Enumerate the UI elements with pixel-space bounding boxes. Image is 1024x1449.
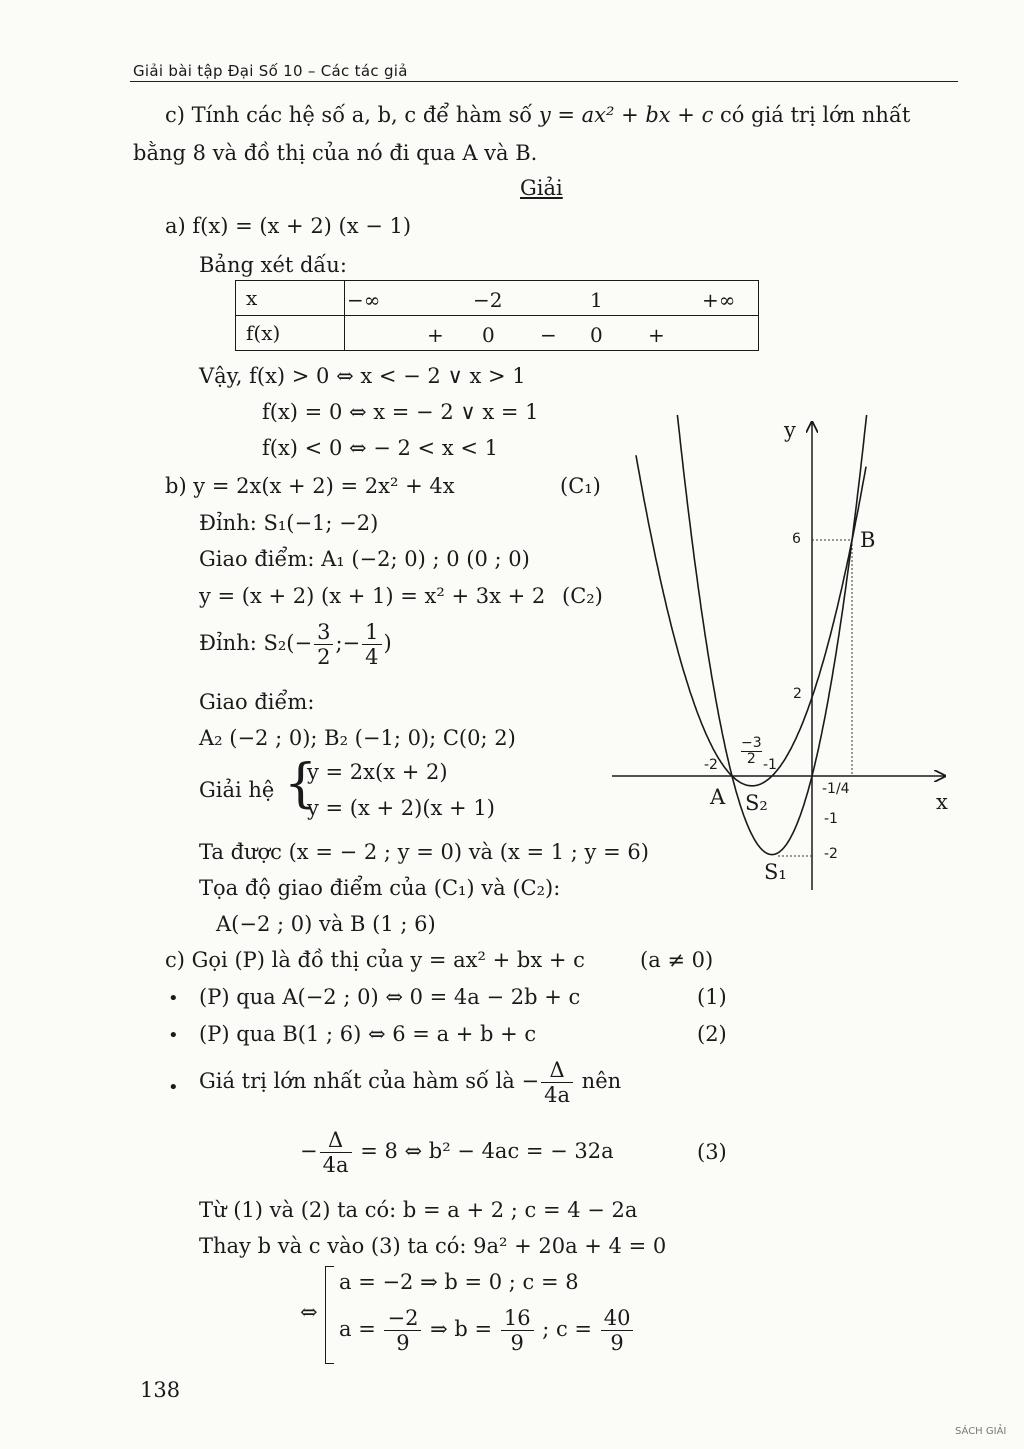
- solution-1: a = −2 ⇒ b = 0 ; c = 8: [339, 1270, 579, 1294]
- y-axis-label: y: [784, 418, 796, 442]
- part-b-eq2: y = (x + 2) (x + 1) = x² + 3x + 2: [199, 584, 546, 608]
- c2-label: (C₂): [562, 584, 603, 608]
- bullet-2: (P) qua B(1 ; 6) ⇔ 6 = a + b + c: [199, 1022, 537, 1046]
- point-b-label: B: [860, 528, 876, 552]
- conclusion-3: f(x) < 0 ⇔ − 2 < x < 1: [262, 436, 498, 460]
- intersections-1: Giao điểm: A₁ (−2; 0) ; 0 (0 ; 0): [199, 547, 530, 571]
- system-label: Giải hệ: [199, 778, 275, 802]
- running-header: Giải bài tập Đại Số 10 – Các tác giả: [133, 62, 408, 80]
- bullet-icon: •: [168, 1025, 179, 1046]
- parabola-graph: [600, 415, 960, 905]
- vertex-1: Đỉnh: S₁(−1; −2): [199, 511, 379, 535]
- vertex-s2-label: S₂: [745, 791, 768, 815]
- bullet-icon: •: [168, 1077, 179, 1098]
- conclusion-1: Vậy, f(x) > 0 ⇔ x < − 2 ∨ x > 1: [199, 364, 526, 388]
- eq-number-3: (3): [697, 1140, 727, 1164]
- tick-2: 2: [793, 686, 802, 702]
- part-a-function: a) f(x) = (x + 2) (x − 1): [165, 214, 412, 238]
- equation-3: − $\frac{\Delta}{4a}$ = 8 ⇔ b² − 4ac = − 32a: [300, 1128, 614, 1178]
- table-row: [236, 316, 759, 351]
- table-row: [236, 281, 759, 316]
- bullet-3: Giá trị lớn nhất của hàm số là − $\frac{\Delta}{4a}$ nên: [199, 1058, 622, 1108]
- solution-2: a = $\frac{-2}{9}$ ⇒ b = $\frac{16}{9}$ ; c = $\frac{40}{9}$: [339, 1306, 635, 1355]
- system-eq1: y = 2x(x + 2): [307, 760, 448, 784]
- system-eq2: y = (x + 2)(x + 1): [307, 796, 495, 820]
- tick-y-minus-1: -1: [824, 811, 838, 827]
- table-cell: x: [236, 281, 345, 316]
- table-cell: f(x): [236, 316, 345, 351]
- equivalence-icon: ⇔: [300, 1300, 318, 1324]
- sign-table: [235, 280, 759, 351]
- intersections-2-title: Giao điểm:: [199, 690, 315, 714]
- table-cell: + 0 − 0 +: [345, 316, 759, 351]
- eq-number-2: (2): [697, 1022, 727, 1046]
- vertex-s1-label: S₁: [764, 860, 787, 884]
- point-a-label: A: [710, 785, 726, 809]
- tick-minus-3-2: −3 2: [741, 735, 762, 768]
- problem-line-2: bằng 8 và đồ thị của nó đi qua A và B.: [133, 141, 538, 165]
- tick-minus-2: -2: [704, 757, 718, 773]
- bullet-1: (P) qua A(−2 ; 0) ⇔ 0 = 4a − 2b + c: [199, 985, 581, 1009]
- vertex-2: Đỉnh: S₂(− $\frac{3}{2}$ ;− $\frac{1}{4}$ ): [199, 620, 392, 670]
- conclusion-2: f(x) = 0 ⇔ x = − 2 ∨ x = 1: [262, 400, 539, 424]
- table-cell: −∞ −2 1 +∞: [345, 281, 759, 316]
- bullet-icon: •: [168, 988, 179, 1009]
- watermark-logo: SÁCH GIẢI: [955, 1426, 1007, 1437]
- coords-title: Tọa độ giao điểm của (C₁) và (C₂):: [199, 876, 561, 900]
- tick-minus-1: -1: [763, 757, 777, 773]
- solution-heading: Giải: [520, 176, 563, 200]
- part-c-condition: (a ≠ 0): [640, 948, 714, 972]
- tick-6: 6: [792, 531, 801, 547]
- intersections-2: A₂ (−2 ; 0); B₂ (−1; 0); C(0; 2): [199, 726, 516, 750]
- header-rule: [130, 81, 958, 82]
- from-1-2: Từ (1) và (2) ta có: b = a + 2 ; c = 4 − 2a: [199, 1198, 638, 1222]
- coords: A(−2 ; 0) và B (1 ; 6): [216, 912, 436, 936]
- c1-label: (C₁): [560, 474, 601, 498]
- substitution: Thay b và c vào (3) ta có: 9a² + 20a + 4 = 0: [199, 1234, 667, 1258]
- part-b-eq1: b) y = 2x(x + 2) = 2x² + 4x: [165, 474, 455, 498]
- system-result: Ta được (x = − 2 ; y = 0) và (x = 1 ; y = 6): [199, 840, 649, 864]
- sign-table-title: Bảng xét dấu:: [199, 253, 347, 277]
- x-axis-label: x: [936, 790, 948, 814]
- guide-lines: [776, 540, 852, 856]
- system-brace: {: [284, 754, 318, 814]
- eq-number-1: (1): [697, 985, 727, 1009]
- solution-bracket: [325, 1266, 334, 1364]
- problem-line-1: c) Tính các hệ số a, b, c để hàm số y = ax² + bx + c có giá trị lớn nhất: [165, 103, 911, 127]
- tick-minus-1-4: -1/4: [822, 781, 850, 797]
- part-c-intro: c) Gọi (P) là đồ thị của y = ax² + bx + c: [165, 948, 585, 972]
- page-number: 138: [140, 1378, 181, 1402]
- tick-y-minus-2: -2: [824, 846, 838, 862]
